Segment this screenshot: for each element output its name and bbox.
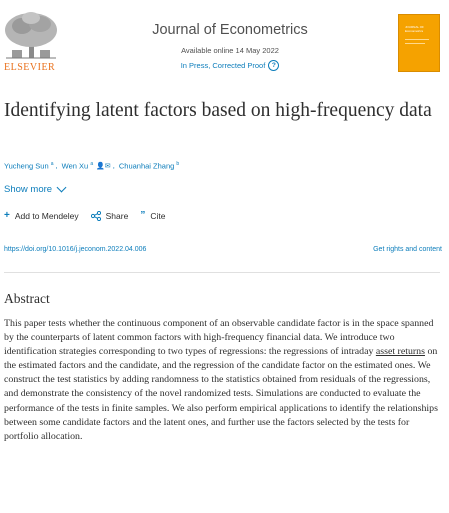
author-link[interactable]: Yucheng Sun $^a$ — [4, 161, 54, 171]
elsevier-logo[interactable] — [2, 10, 60, 74]
share-button[interactable]: Share — [91, 211, 129, 221]
doi-row — [4, 246, 442, 253]
article-status[interactable] — [181, 60, 280, 71]
journal-cover[interactable] — [398, 14, 440, 72]
asset-returns-link[interactable]: asset returns — [375, 346, 425, 358]
show-more-button[interactable] — [4, 184, 65, 195]
plus-icon: + — [4, 210, 10, 221]
journal-info — [100, 22, 360, 73]
add-to-mendeley-button[interactable]: + Add to Mendeley — [4, 210, 79, 221]
author-link[interactable]: Wen Xu $^a$ — [61, 161, 94, 171]
quote-icon: ” — [140, 210, 146, 221]
abstract-text: This paper tests whether the continuous component of an observable candidate factor is in the space spanned by the counterparts of latent common factors with high-frequency financial data. We introduce two identification strategies corresponding to two types of regressions: the regressions of intraday asset returns on the estimated factors and the candidate, and the regression of the candidate factor on the estimated ones. We construct the test statistics by adding randomness to the statistics obtained from residuals of the regressions, and demonstrate the consistency of the novel randomized tests. Simulations are conducted to evaluate the performance of the tests in finite samples. We also perform empirical applications to identify the relationships between some candidate factors and the latent ones, and further use the factors selected by the tests for portfolio allocation. — [4, 318, 438, 442]
corresponding-author-icon[interactable]: 👤✉ — [96, 162, 111, 170]
article-actions — [4, 210, 165, 221]
help-icon[interactable]: ? — [268, 60, 279, 71]
article-title: Identifying latent factors based on high-frequency data — [4, 100, 432, 121]
elsevier-wordmark: ELSEVIER — [4, 62, 56, 73]
rights-link[interactable]: Get rights and content — [373, 246, 442, 253]
cite-button[interactable]: ” Cite — [140, 210, 166, 221]
abstract-heading: Abstract — [4, 291, 50, 306]
article-status-label[interactable]: In Press, Corrected Proof — [180, 61, 266, 70]
doi-link[interactable]: https://doi.org/10.1016/j.jeconom.2022.04.006 — [4, 246, 147, 253]
journal-title[interactable]: Journal of Econometrics — [152, 22, 308, 38]
author-link[interactable]: Chuanhai Zhang $^b$ — [118, 161, 180, 171]
divider — [4, 272, 440, 273]
author-list: Yucheng Sun $^a$ , Wen Xu $^a$ 👤✉ , Chuanhai Zhang $^b$ — [4, 161, 180, 171]
elsevier-tree-icon — [2, 10, 60, 60]
cover-line — [405, 43, 425, 44]
chevron-down-icon — [57, 183, 67, 193]
availability-date: Available online 14 May 2022 — [181, 46, 279, 55]
show-more-label: Show more — [4, 184, 53, 195]
share-icon — [91, 211, 101, 221]
cover-line — [405, 39, 429, 40]
cover-title: JOURNAL OF Econometrics — [405, 25, 424, 33]
